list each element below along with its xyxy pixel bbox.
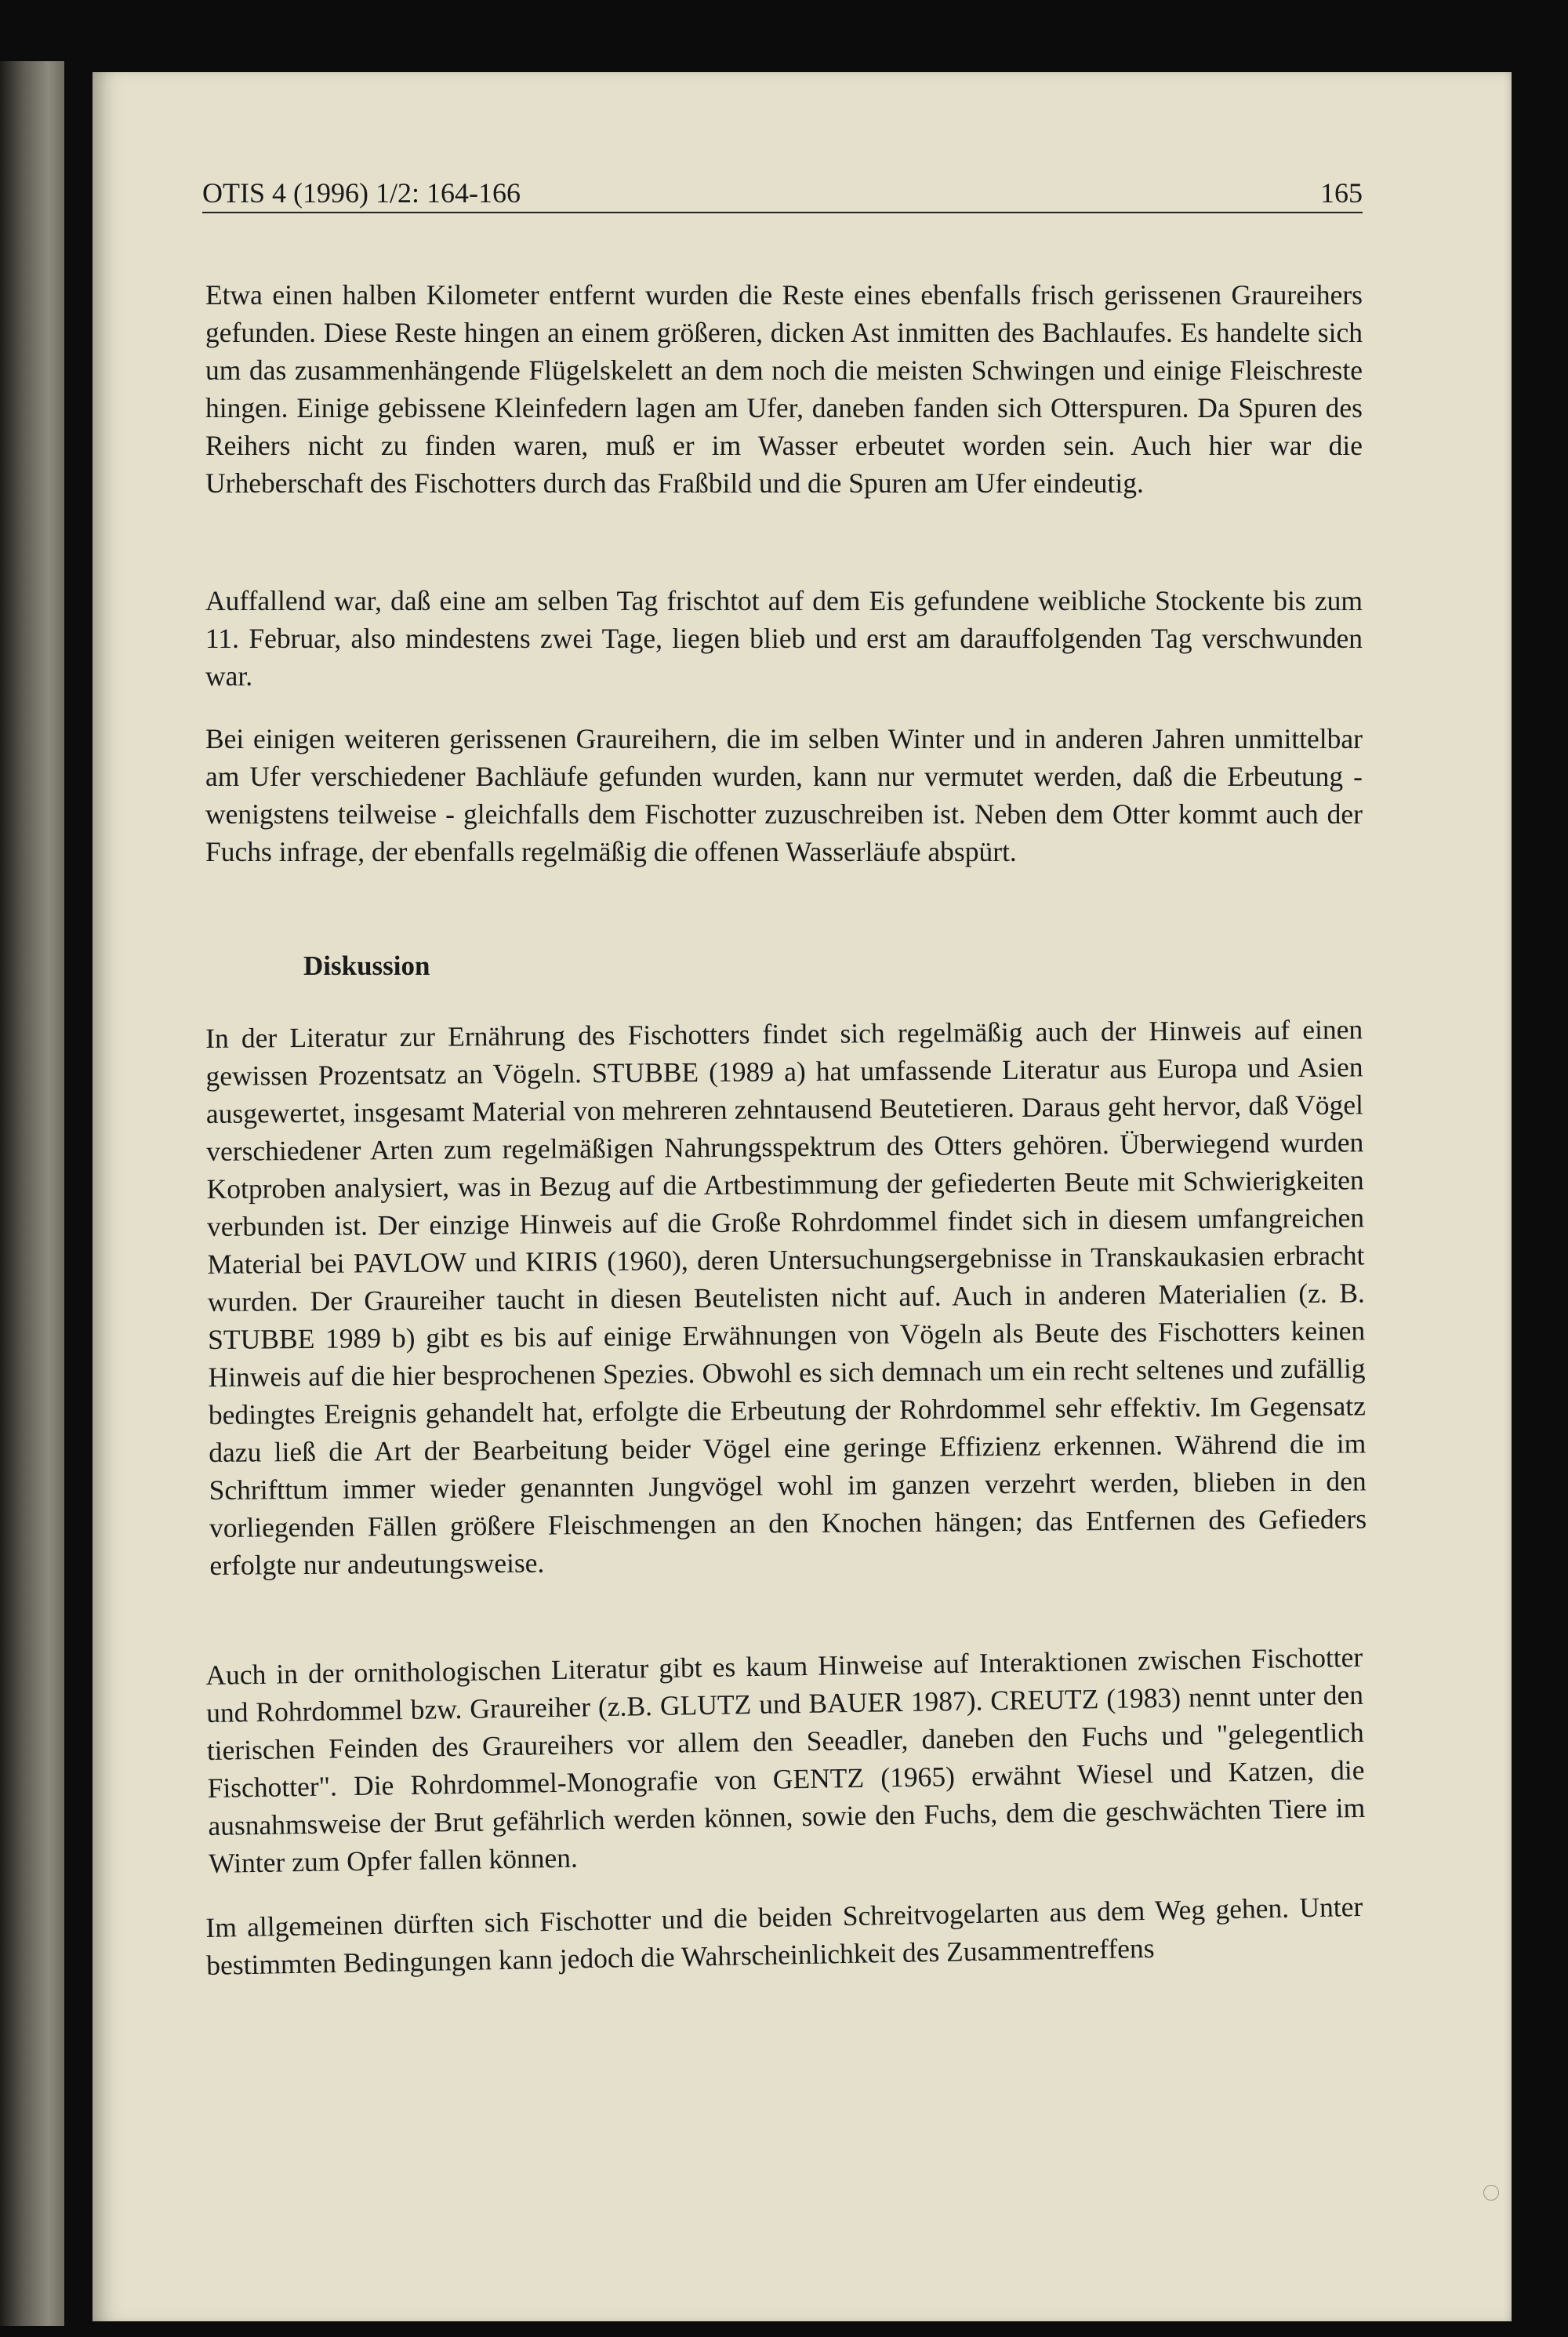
paragraph-1: Etwa einen halben Kilometer entfernt wurden die Reste eines ebenfalls frisch gerissenen Graureihers gefunden. Diese Reste hingen an einem größeren, dicken Ast inmitten des Bachlaufes. Es handelte sich um das zusammenhängende Flügelskelett an dem noch die meisten Schwingen und einige Fleischreste hingen. Einige gebissene Kleinfedern lagen am Ufer, daneben fanden sich Otterspuren. Da Spuren des Reihers nicht zu finden waren, muß er im Wasser erbeutet worden sein. Auch hier war die Urheberschaft des Fischotters durch das Fraßbild und die Spuren am Ufer eindeutig. <box>205 279 1363 499</box>
running-header <box>202 174 1363 213</box>
paragraph-3: Bei einigen weiteren gerissenen Graureihern, die im selben Winter und in anderen Jahren unmittelbar am Ufer verschiedener Bachläufe gefunden wurden, kann nur vermutet werden, daß die Erbeutung - wenigstens teilweise - gleichfalls dem Fischotter zuzuschreiben ist. Neben dem Otter kommt auch der Fuchs infrage, der ebenfalls regelmäßig die offenen Wasserläufe abspürt. <box>205 723 1363 867</box>
corner-mark <box>1483 2185 1499 2201</box>
paragraph-4: In der Literatur zur Ernährung des Fischotters findet sich regelmäßig auch der Hinweis auf einen gewissen Prozentsatz an Vögeln. STUBBE (1989 a) hat umfassende Literatur aus Europa und Asien ausgewertet, insgesamt Material von mehreren zehntausend Beutetieren. Daraus geht hervor, daß Vögel verschiedener Arten zum regelmäßigen Nahrungsspektrum des Otters gehören. Überwiegend wurden Kotproben analysiert, was in Bezug auf die Artbestimmung der gefiederten Beute mit Schwierigkeiten verbunden ist. Der einzige Hinweis auf die Große Rohrdommel findet sich in diesem umfangreichen Material bei PAVLOW und KIRIS (1960), deren Untersuchungsergebnisse in Transkaukasien erbracht wurden. Der Graureiher taucht in diesen Beutelisten nicht auf. Auch in anderen Materialien (z. B. STUBBE 1989 b) gibt es bis auf einige Erwähnungen von Vögeln als Beute des Fischotters keinen Hinweis auf die hier besprochenen Spezies. Obwohl es sich demnach um ein recht seltenes und zufällig bedingtes Ereignis gehandelt hat, erfolgte die Erbeutung der Rohrdommel sehr effektiv. Im Gegensatz dazu ließ die Art der Bearbeitung beider Vögel eine geringe Effizienz erkennen. Während die im Schrifttum immer wieder genannten Jungvögel wohl im ganzen verzehrt werden, blieben in den vorliegenden Fällen größere Fleischmengen an den Knochen hängen; das Entfernen des Gefieders erfolgte nur andeutungsweise. <box>205 1013 1367 1581</box>
page-number: 165 <box>1320 177 1363 209</box>
paragraph-6: Im allgemeinen dürften sich Fischotter und die beiden Schreitvogelarten aus dem Weg gehen. Unter bestimmten Bedingungen kann jedoch die Wahrscheinlichkeit des Zusammentreffens <box>205 1890 1363 1981</box>
paragraph-2: Auffallend war, daß eine am selben Tag frischtot auf dem Eis gefundene weibliche Stockente bis zum 11. Februar, also mindestens zwei Tage, liegen blieb und erst am darauffolgenden Tag verschwunden war. <box>205 585 1363 692</box>
adjacent-page-edge <box>0 61 64 2326</box>
section-heading: Diskussion <box>303 950 430 981</box>
paragraph-5: Auch in der ornithologischen Literatur gibt es kaum Hinweise auf Interaktionen zwischen Fischotter und Rohrdommel bzw. Graureiher (z.B. GLUTZ und BAUER 1987). CREUTZ (1983) nennt unter den tierischen Feinden des Graureihers vor allem den Seeadler, daneben den Fuchs und "gelegentlich Fischotter". Die Rohrdommel-Monografie von GENTZ (1965) erwähnt Wiesel und Katzen, die ausnahmsweise der Brut gefährlich werden können, sowie den Fuchs, dem die geschwächten Tiere im Winter zum Opfer fallen können. <box>205 1641 1366 1879</box>
journal-citation: OTIS 4 (1996) 1/2: 164-166 <box>202 177 521 209</box>
